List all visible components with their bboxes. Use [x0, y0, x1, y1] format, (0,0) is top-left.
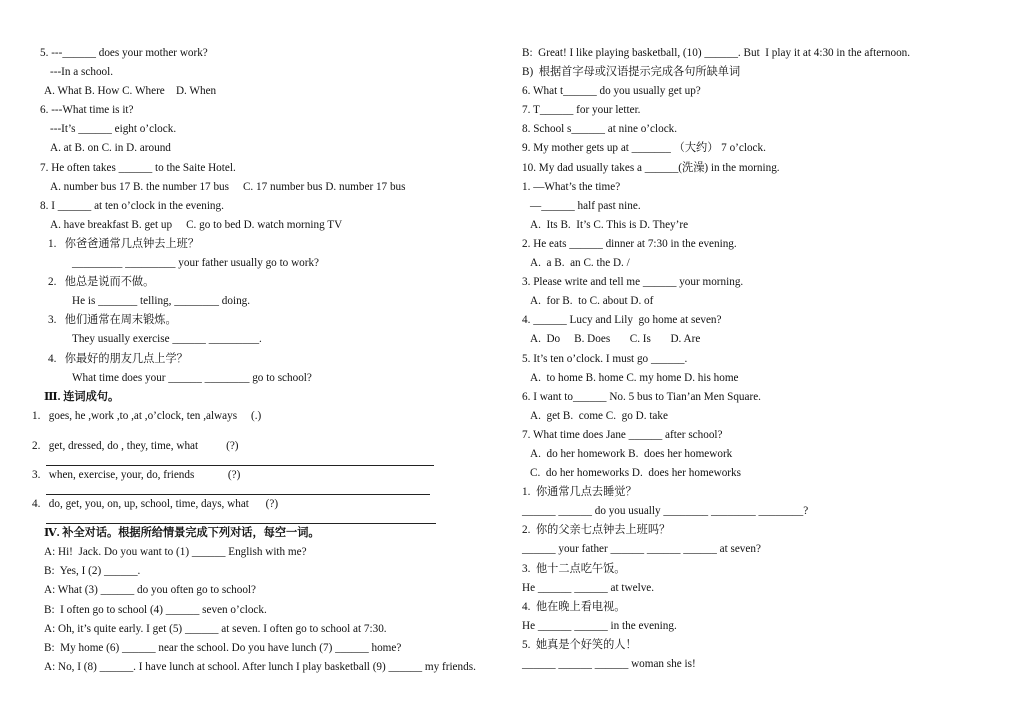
question-7: 7. What time does Jane ______ after school?	[522, 428, 723, 441]
dialog-line: A: What (3) ______ do you often go to school?	[44, 584, 257, 597]
translate-prompt-4: 4. 他在晚上看电视。	[522, 600, 626, 613]
fill-item-7: 7. T______ for your letter.	[522, 104, 641, 117]
question-options: A. number bus 17 B. the number 17 bus C. 17 number bus D. number 17 bus	[50, 180, 406, 193]
question-options: C. do her homeworks D. does her homeworks	[530, 467, 741, 480]
dialog-line: B: Great! I like playing basketball, (10) ______. But I play it at 4:30 in the afternoon.	[522, 47, 911, 59]
dialog-line: B: Yes, I (2) ______.	[44, 565, 141, 578]
question-5: 5. ---______ does your mother work?	[40, 47, 208, 59]
answer-line: ---In a school.	[50, 66, 114, 79]
question-options: A. have breakfast B. get up C. go to bed D. watch morning TV	[50, 218, 343, 231]
question-options: A. get B. come C. go D. take	[530, 409, 668, 422]
dialog-line: A: Hi! Jack. Do you want to (1) ______ English with me?	[44, 546, 307, 559]
translate-prompt-5: 5. 她真是个好笑的人！	[522, 638, 637, 651]
reorder-item-4: 4. do, get, you, on, up, school, time, days, what (?)	[32, 498, 279, 511]
question-7: 7. He often takes ______ to the Saite Hotel.	[40, 161, 236, 174]
translate-blank-2: He is _______ telling, ________ doing.	[72, 295, 251, 308]
question-options: A. a B. an C. the D. /	[530, 257, 630, 270]
question-options: A. What B. How C. Where D. When	[44, 85, 217, 98]
question-5: 5. It’s ten o’clock. I must go ______.	[522, 352, 688, 365]
translate-blank-3: They usually exercise ______ _________.	[72, 333, 262, 346]
translate-prompt-3: 3. 他十二点吃午饭。	[522, 562, 626, 575]
question-options: A. Its B. It’s C. This is D. They’re	[530, 218, 689, 231]
fill-item-8: 8. School s______ at nine o’clock.	[522, 123, 678, 136]
section-heading-4: Ⅳ. 补全对话。根据所给情景完成下列对话，每空一词。	[44, 527, 320, 540]
question-options: A. Do B. Does C. Is D. Are	[530, 333, 701, 346]
translate-blank-1: ______ ______ do you usually ________ ________ ________?	[522, 505, 809, 518]
answer-underline	[46, 456, 434, 466]
right-column	[522, 44, 992, 674]
question-6: 6. ---What time is it?	[40, 104, 134, 117]
translate-prompt-4: 4. 你最好的朋友几点上学？	[48, 352, 188, 365]
translate-prompt-1: 1. 你爸爸通常几点钟去上班？	[48, 237, 200, 250]
answer-underline	[46, 514, 436, 524]
fill-item-6: 6. What t______ do you usually get up?	[522, 85, 701, 98]
question-2: 2. He eats ______ dinner at 7:30 in the evening.	[522, 237, 737, 250]
question-1: 1. —What’s the time?	[522, 180, 621, 193]
answer-line: ---It’s ______ eight o’clock.	[50, 123, 177, 136]
dialog-line: B: I often go to school (4) ______ seven o’clock.	[44, 603, 267, 616]
question-options: A. to home B. home C. my home D. his home	[530, 371, 739, 384]
translate-blank-4: He ______ ______ in the evening.	[522, 619, 677, 632]
reorder-item-1: 1. goes, he ,work ,to ,at ,o’clock, ten ,always (.)	[32, 409, 262, 422]
translate-prompt-2: 2. 你的父亲七点钟去上班吗？	[522, 524, 671, 537]
translate-prompt-2: 2. 他总是说而不做。	[48, 276, 155, 289]
question-6: 6. I want to______ No. 5 bus to Tian’an Men Square.	[522, 390, 761, 403]
translate-prompt-1: 1. 你通常几点去睡觉？	[522, 486, 637, 499]
reorder-item-2: 2. get, dressed, do , they, time, what (?)	[32, 439, 239, 452]
translate-blank-4: What time does your ______ ________ go to school?	[72, 371, 312, 384]
dialog-line: A: No, I (8) ______. I have lunch at school. After lunch I play basketball (9) ______ my friends.	[44, 660, 476, 673]
left-column	[32, 44, 505, 677]
section-heading-3: Ⅲ. 连词成句。	[44, 390, 120, 403]
fill-item-9: 9. My mother gets up at _______ （大约） 7 o’clock.	[522, 142, 766, 155]
dialog-line: B: My home (6) ______ near the school. Do you have lunch (7) ______ home?	[44, 641, 402, 654]
question-options: A. at B. on C. in D. around	[50, 142, 171, 155]
translate-blank-5: ______ ______ ______ woman she is!	[522, 658, 696, 670]
question-options: A. for B. to C. about D. of	[530, 295, 654, 308]
question-options: A. do her homework B. does her homework	[530, 447, 733, 460]
dialog-line: A: Oh, it’s quite early. I get (5) ______ at seven. I often go to school at 7:30.	[44, 622, 387, 635]
answer-underline	[46, 485, 430, 495]
question-4: 4. ______ Lucy and Lily go home at seven?	[522, 314, 722, 327]
reorder-item-3: 3. when, exercise, your, do, friends (?)	[32, 468, 241, 481]
answer-line: —______ half past nine.	[530, 199, 641, 212]
fill-item-10: 10. My dad usually takes a ______(洗澡) in the morning.	[522, 161, 780, 174]
translate-blank-3: He ______ ______ at twelve.	[522, 581, 655, 594]
translate-blank-2: ______ your father ______ ______ ______ at seven?	[522, 543, 761, 556]
section-heading-b: B) 根据首字母或汉语提示完成各句所缺单词	[522, 66, 741, 79]
translate-blank-1: _________ _________ your father usually go to work?	[72, 257, 320, 270]
question-8: 8. I ______ at ten o’clock in the evening.	[40, 199, 224, 212]
question-3: 3. Please write and tell me ______ your morning.	[522, 276, 744, 289]
translate-prompt-3: 3. 他们通常在周末锻炼。	[48, 314, 177, 327]
